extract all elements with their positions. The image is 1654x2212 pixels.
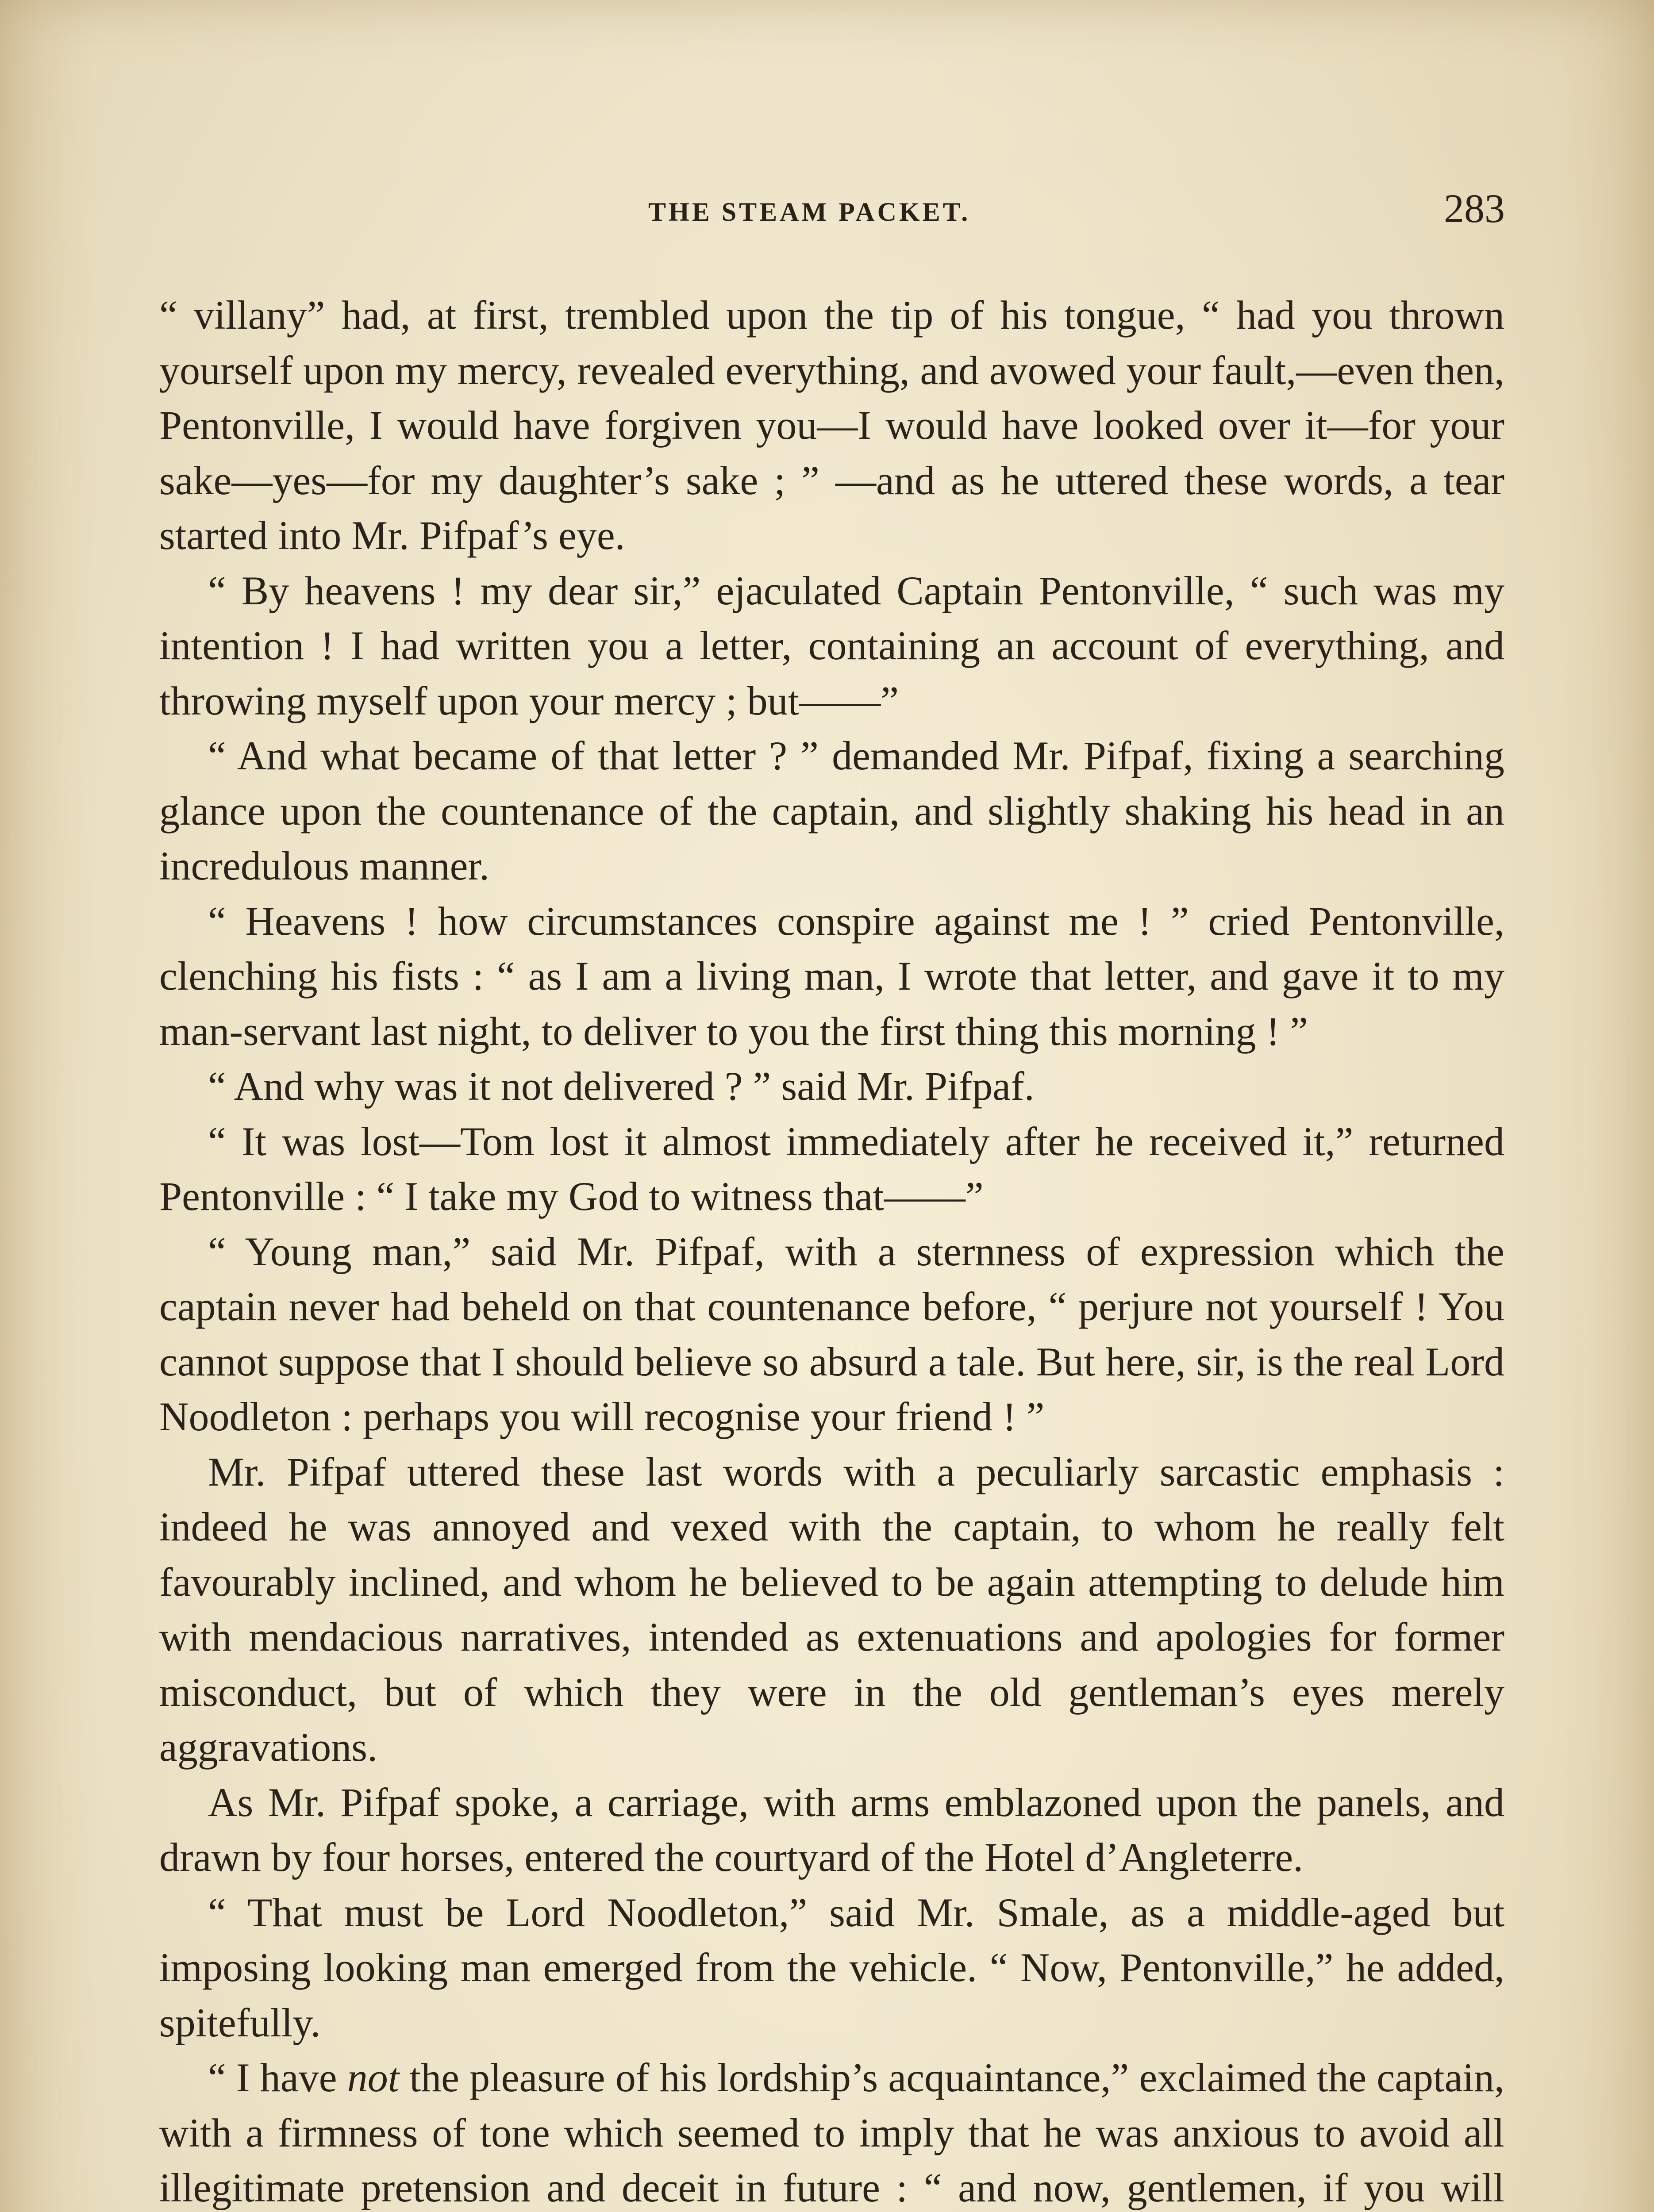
paragraph-last [159, 2050, 1504, 2212]
paragraph: “ And what became of that letter ? ” demanded Mr. Pifpaf, fixing a searching glance upon the countenance of the captain, and slightly shaking his head in an incredulous manner. [159, 733, 1504, 888]
text-run: the pleasure of his lordship’s acquaintance,” exclaimed the captain, with a firmness of tone which seemed to imply that he was anxious to avoid all illegitimate pretension and deceit in future : “ and now, gentlemen, if you will [159, 2055, 1504, 2210]
running-head-title: THE STEAM PACKET. [648, 197, 971, 227]
body-text [159, 288, 1504, 2212]
paragraph: As Mr. Pifpaf spoke, a carriage, with arms emblazoned upon the panels, and drawn by four horses, entered the courtyard of the Hotel d’Angleterre. [159, 1779, 1504, 1880]
paragraph: “ villany” had, at first, trembled upon the tip of his tongue, “ had you thrown yourself upon my mercy, revealed everything, and avowed your fault,—even then, Pentonville, I would have forgiven you—I would have looked over it—for your sake—yes—for my daughter’s sake ; ” —and as he uttered these words, a tear started into Mr. Pifpaf’s eye. [159, 292, 1504, 558]
text-run: “ I have [208, 2055, 347, 2100]
emphasis: not [347, 2055, 400, 2100]
paragraph: “ Heavens ! how circumstances conspire against me ! ” cried Pentonville, clenching his fists : “ as I am a living man, I wrote that letter, and gave it to my man-servant last night, to deliver to you the first thing this morning ! ” [159, 898, 1504, 1054]
page-number: 283 [1444, 186, 1505, 231]
paragraph: “ Young man,” said Mr. Pifpaf, with a sternness of expression which the captain never had beheld on that countenance before, “ perjure not yourself ! You cannot suppose that I should believe so absurd a tale. But here, sir, is the real Lord Noodleton : perhaps you will recognise your friend ! ” [159, 1229, 1504, 1439]
paragraph: “ By heavens ! my dear sir,” ejaculated Captain Pentonville, “ such was my intention ! I had written you a letter, containing an account of everything, and throwing myself upon your mercy ; but——” [159, 568, 1504, 723]
paragraph: “ And why was it not delivered ? ” said Mr. Pifpaf. [208, 1064, 1035, 1109]
paragraph: “ That must be Lord Noodleton,” said Mr. Smale, as a middle-aged but imposing looking man emerged from the vehicle. “ Now, Pentonville,” he added, spitefully. [159, 1889, 1504, 2045]
paragraph: “ It was lost—Tom lost it almost immediately after he received it,” returned Pentonville : “ I take my God to witness that——” [159, 1118, 1504, 1219]
paragraph: Mr. Pifpaf uttered these last words with a peculiarly sarcastic emphasis : indeed he was annoyed and vexed with the captain, to whom he really felt favourably inclined, and whom he believed to be again attempting to delude him with mendacious narratives, intended as extenuations and apologies for former misconduct, but of which they were in the old gentleman’s eyes merely aggravations. [159, 1449, 1504, 1770]
